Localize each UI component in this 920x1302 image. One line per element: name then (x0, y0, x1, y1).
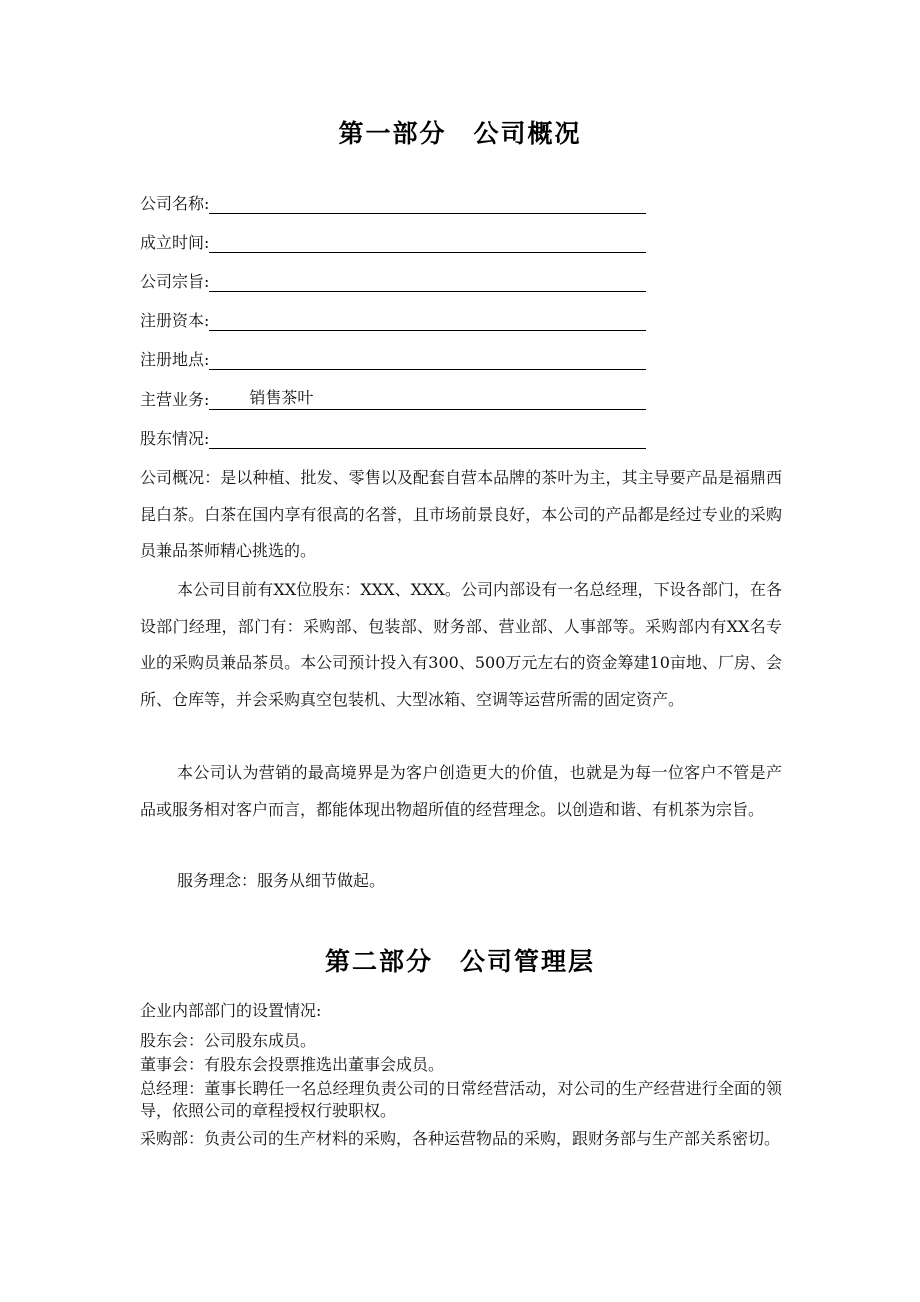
field-label: 公司名称: (140, 194, 210, 213)
field-shareholders (140, 425, 646, 449)
field-label: 主营业务: (140, 390, 210, 409)
field-company-purpose (140, 268, 646, 292)
field-label: 公司宗旨: (140, 272, 210, 291)
field-registered-location (140, 346, 646, 370)
part1-title: 第一部分 公司概况 (338, 119, 582, 148)
dept-item-board: 董事会：有股东会投票推选出董事会成员。 (140, 1055, 445, 1074)
field-founded-time (140, 229, 646, 253)
fill-line (209, 310, 646, 331)
fill-line (209, 271, 646, 292)
part2-title: 第二部分 公司管理层 (324, 947, 595, 976)
field-value: 销售茶叶 (249, 388, 314, 407)
overview-paragraph: 公司概况：是以种植、批发、零售以及配套自营本品牌的茶叶为主，其主导要产品是福鼎西昆白茶。白茶在国内享有很高的名誉，且市场前景良好，本公司的产品都是经过专业的采购员兼品茶师精心挑选的。 (140, 468, 782, 560)
service-paragraph: 服务理念：服务从细节做起。 (177, 871, 386, 890)
fill-line (209, 232, 646, 253)
field-label: 注册资本: (140, 311, 210, 330)
fill-line (209, 349, 646, 370)
dept-item-general-manager: 总经理：董事长聘任一名总经理负责公司的日常经营活动，对公司的生产经营进行全面的领导，依照公司的章程授权行驶职权。 (140, 1079, 782, 1120)
field-label: 成立时间: (140, 233, 210, 252)
fill-line (209, 428, 646, 449)
field-company-name (140, 190, 646, 214)
field-main-business (140, 386, 646, 410)
departments-intro: 企业内部部门的设置情况: (140, 1001, 322, 1020)
marketing-paragraph: 本公司认为营销的最高境界是为客户创造更大的价值，也就是为每一位客户不管是产品或服务相对客户而言，都能体现出物超所值的经营理念。以创造和谐、有机茶为宗旨。 (140, 763, 782, 819)
field-label: 注册地点: (140, 350, 210, 369)
field-registered-capital (140, 307, 646, 331)
fill-line (209, 193, 646, 214)
dept-item-shareholders-meeting: 股东会：公司股东成员。 (140, 1031, 317, 1050)
dept-item-purchasing: 采购部：负责公司的生产材料的采购，各种运营物品的采购，跟财务部与生产部关系密切。 (140, 1129, 781, 1148)
shareholders-paragraph: 本公司目前有XX位股东：XXX、XXX。公司内部设有一名总经理，下设各部门，在各设部门经理，部门有：采购部、包装部、财务部、营业部、人事部等。采购部内有XX名专业的采购员兼品茶员。本公司预计投入有300、500万元左右的资金筹建10亩地、厂房、会所、仓库等，并会采购真空包装机、大型冰箱、空调等运营所需的固定资产。 (140, 580, 782, 709)
field-label: 股东情况: (140, 429, 210, 448)
fill-line (209, 389, 646, 410)
